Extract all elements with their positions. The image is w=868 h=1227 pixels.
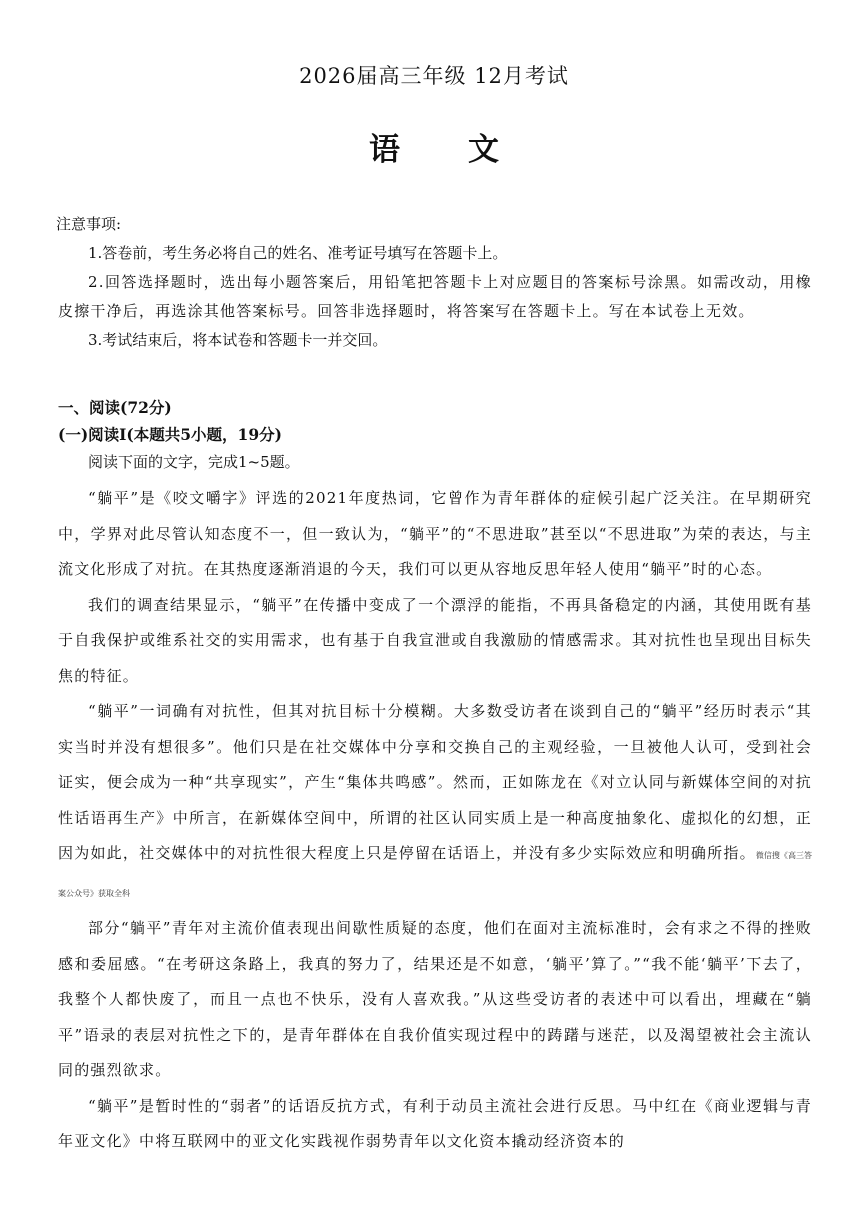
subsection-title: (一)阅读Ⅰ(本题共5小题，19分) [58,425,282,444]
section-title: 一、阅读(72分) [58,398,172,417]
exam-title: 2026届高三年级 12月考试 [299,64,569,88]
article-paragraph [58,694,812,911]
inline-note: 微信搜《高三答案公众号》获取全科 [58,851,812,898]
section-block [58,394,812,477]
article-paragraph: “躺平”是《咬文嚼字》评选的2021年度热词，它曾作为青年群体的症候引起广泛关注。在早期研究中，学界对此尽管认知态度不一，但一致认为，“躺平”的“不思进取”甚至以“不思进取”为荣的表达，与主流文化形成了对抗。在其热度逐渐消退的今天，我们可以更从容地反思年轻人使用“躺平”时的心态。 [58,489,812,578]
notice-item: 1.答卷前，考生务必将自己的姓名、准考证号填写在答题卡上。 [88,244,508,262]
notice-heading: 注意事项: [56,215,122,233]
notice-block [58,210,812,355]
article-paragraph: “躺平”是暂时性的“弱者”的话语反抗方式，有利于动员主流社会进行反思。马中红在《商业逻辑与青年亚文化》中将互联网中的亚文化实践视作弱势青年以文化资本撬动经济资本的 [58,1096,812,1150]
instruction-text: 阅读下面的文字，完成1~5题。 [88,453,300,471]
subject-title: 语文 [369,132,567,168]
article-paragraph-text: “躺平”一词确有对抗性，但其对抗目标十分模糊。大多数受访者在谈到自己的“躺平”经历时表示“其实当时并没有想很多”。他们只是在社交媒体中分享和交换自己的主观经验，一旦被他人认可，受到社会证实，便会成为一种“共享现实”，产生“集体共鸣感”。然而，正如陈龙在《对立认同与新媒体空间的对抗性话语再生产》中所言，在新媒体空间中，所谓的社区认同实质上是一种高度抽象化、虚拟化的幻想，正因为如此，社交媒体中的对抗性很大程度上只是停留在话语上，并没有多少实际效应和明确所指。 [58,702,812,862]
notice-item: 3.考试结束后，将本试卷和答题卡一并交回。 [88,331,388,349]
article-paragraph: 部分“躺平”青年对主流价值表现出间歇性质疑的态度，他们在面对主流标准时，会有求之不得的挫败感和委屈感。“在考研这条路上，我真的努力了，结果还是不如意，‘躺平’算了。”“我不能‘躺平’下去了，我整个人都快废了，而且一点也不快乐，没有人喜欢我。”从这些受访者的表述中可以看出，埋藏在“躺平”语录的表层对抗性之下的，是青年群体在自我价值实现过程中的踌躇与迷茫，以及渴望被社会主流认同的强烈欲求。 [58,919,812,1079]
article-body [58,481,812,1160]
article-paragraph: 我们的调查结果显示，“躺平”在传播中变成了一个漂浮的能指，不再具备稳定的内涵，其使用既有基于自我保护或维系社交的实用需求，也有基于自我宣泄或自我激励的情感需求。其对抗性也呈现出目标失焦的特征。 [58,595,812,685]
notice-item: 2.回答选择题时，选出每小题答案后，用铅笔把答题卡上对应题目的答案标号涂黑。如需改动，用橡皮擦干净后，再选涂其他答案标号。回答非选择题时，将答案写在答题卡上。写在本试卷上无效。 [58,273,812,320]
